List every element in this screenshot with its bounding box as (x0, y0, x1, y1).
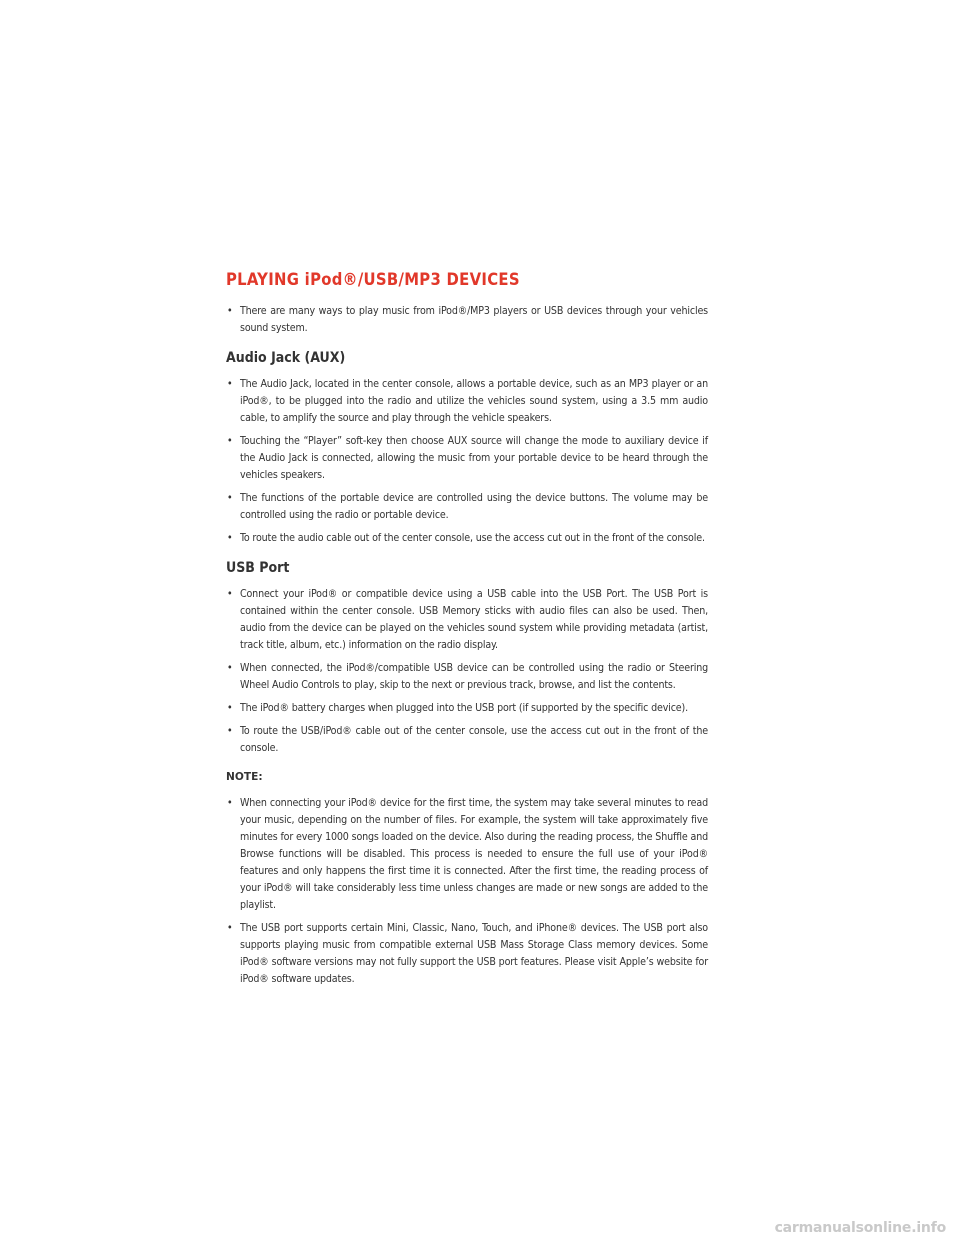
intro-list (226, 303, 708, 337)
note-bullet: • When connecting your iPod® device for the first time, the system may take several minutes to read your music, depending on the number of files. For example, the system will take approximately five minutes for every 1000 songs loaded on the device. Also during the reading process, the Shuffle and Browse functions will be disabled. This process is needed to ensure the full use of your iPod® features and only happens the first time it is connected. After the first time, the reading process of your iPod® will take considerably less time unless changes are made or new songs are added to the playlist. (226, 795, 708, 914)
audio-jack-bullet: • The functions of the portable device are controlled using the device buttons. The volume may be controlled using the radio or portable device. (226, 490, 708, 524)
audio-jack-heading: Audio Jack (AUX) (226, 350, 346, 366)
usb-port-heading: USB Port (226, 560, 290, 576)
manual-page-content (226, 270, 708, 994)
site-watermark: carmanualsonline.info (774, 1220, 946, 1236)
section-title: PLAYING iPod®/USB/MP3 DEVICES (226, 270, 520, 289)
note-bullet: • The USB port supports certain Mini, Classic, Nano, Touch, and iPhone® devices. The USB port also supports playing music from compatible external USB Mass Storage Class memory devices. Some iPod® software versions may not fully support the USB port features. Please visit Apple’s website for iPod® software updates. (226, 920, 708, 988)
note-label: NOTE: (226, 771, 263, 783)
usb-port-bullet: • To route the USB/iPod® cable out of the center console, use the access cut out in the front of the console. (226, 723, 708, 757)
usb-port-list (226, 586, 708, 757)
usb-port-bullet: • Connect your iPod® or compatible device using a USB cable into the USB Port. The USB Port is contained within the center console. USB Memory sticks with audio files can also be used. Then, audio from the device can be played on the vehicles sound system while providing metadata (artist, track title, album, etc.) information on the radio display. (226, 586, 708, 654)
audio-jack-bullet: • Touching the “Player” soft-key then choose AUX source will change the mode to auxiliary device if the Audio Jack is connected, allowing the music from your portable device to be heard through the vehicles speakers. (226, 433, 708, 484)
usb-port-bullet: • When connected, the iPod®/compatible USB device can be controlled using the radio or Steering Wheel Audio Controls to play, skip to the next or previous track, browse, and list the contents. (226, 660, 708, 694)
intro-bullet: • There are many ways to play music from iPod®/MP3 players or USB devices through your vehicles sound system. (226, 303, 708, 337)
usb-port-bullet: • The iPod® battery charges when plugged into the USB port (if supported by the specific device). (226, 700, 708, 717)
note-list (226, 795, 708, 988)
audio-jack-bullet: • The Audio Jack, located in the center console, allows a portable device, such as an MP3 player or an iPod®, to be plugged into the radio and utilize the vehicles sound system, using a 3.5 mm audio cable, to amplify the source and play through the vehicle speakers. (226, 376, 708, 427)
audio-jack-list (226, 376, 708, 547)
audio-jack-bullet: • To route the audio cable out of the center console, use the access cut out in the front of the console. (226, 530, 708, 547)
